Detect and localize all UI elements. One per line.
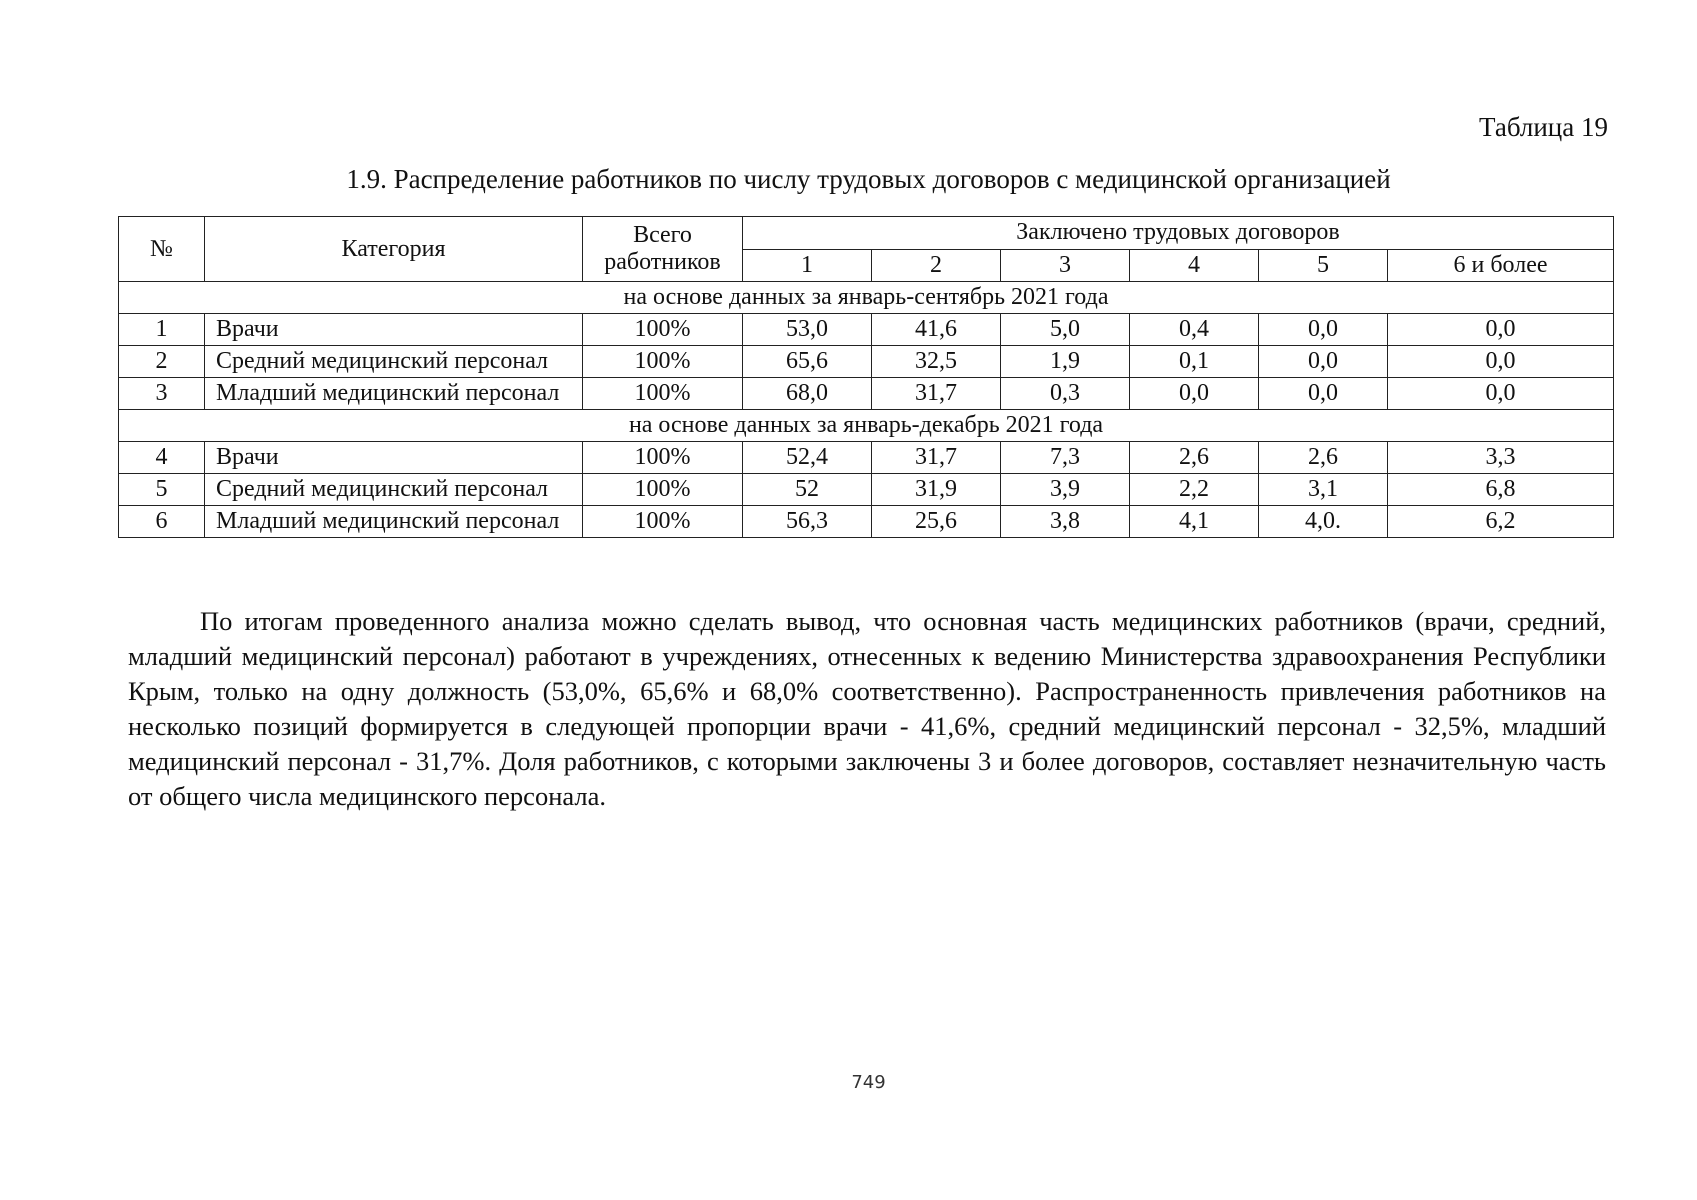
row-c3: 7,3 [1001, 442, 1130, 474]
header-total-line1: Всего [633, 222, 692, 248]
section-row [119, 410, 1614, 442]
row-c2: 32,5 [872, 346, 1001, 378]
row-total: 100% [583, 378, 743, 410]
header-contract-col: 5 [1259, 249, 1388, 282]
header-contracts-group: Заключено трудовых договоров [743, 217, 1614, 250]
row-c5: 4,0. [1259, 506, 1388, 538]
row-c3: 5,0 [1001, 314, 1130, 346]
row-total: 100% [583, 346, 743, 378]
row-num: 3 [119, 378, 205, 410]
row-c6: 0,0 [1388, 378, 1614, 410]
table-row [119, 346, 1614, 378]
row-c1: 65,6 [743, 346, 872, 378]
row-c3: 1,9 [1001, 346, 1130, 378]
row-category: Младший медицинский персонал [205, 506, 583, 538]
table-row [119, 378, 1614, 410]
row-total: 100% [583, 314, 743, 346]
row-c1: 52,4 [743, 442, 872, 474]
row-c2: 31,7 [872, 442, 1001, 474]
row-c4: 0,1 [1130, 346, 1259, 378]
row-c2: 25,6 [872, 506, 1001, 538]
row-total: 100% [583, 442, 743, 474]
row-c3: 0,3 [1001, 378, 1130, 410]
row-c5: 0,0 [1259, 346, 1388, 378]
table-row [119, 506, 1614, 538]
row-c2: 31,9 [872, 474, 1001, 506]
row-c3: 3,8 [1001, 506, 1130, 538]
row-c3: 3,9 [1001, 474, 1130, 506]
row-c2: 41,6 [872, 314, 1001, 346]
header-row [119, 217, 1614, 250]
row-c6: 6,8 [1388, 474, 1614, 506]
table-row [119, 442, 1614, 474]
row-num: 5 [119, 474, 205, 506]
header-total-line2: работников [604, 249, 721, 275]
row-num: 6 [119, 506, 205, 538]
header-total [583, 217, 743, 282]
table-body [119, 282, 1614, 538]
table-header [119, 217, 1614, 282]
data-table [118, 216, 1614, 538]
row-category: Средний медицинский персонал [205, 346, 583, 378]
row-c1: 53,0 [743, 314, 872, 346]
table-row [119, 474, 1614, 506]
table-label: Таблица 19 [1479, 112, 1608, 142]
row-category: Врачи [205, 314, 583, 346]
row-c5: 0,0 [1259, 378, 1388, 410]
section-row [119, 282, 1614, 314]
header-contract-col: 3 [1001, 249, 1130, 282]
row-c1: 68,0 [743, 378, 872, 410]
row-num: 1 [119, 314, 205, 346]
row-category: Врачи [205, 442, 583, 474]
row-c6: 0,0 [1388, 346, 1614, 378]
section-title: на основе данных за январь-декабрь 2021 года [119, 410, 1614, 442]
row-c6: 6,2 [1388, 506, 1614, 538]
header-category: Категория [205, 217, 583, 282]
row-c4: 0,0 [1130, 378, 1259, 410]
header-contract-col: 1 [743, 249, 872, 282]
page-number: 749 [851, 1072, 886, 1093]
row-c6: 3,3 [1388, 442, 1614, 474]
table-title: 1.9. Распределение работников по числу трудовых договоров с медицинской организацией [346, 164, 1391, 194]
row-c4: 4,1 [1130, 506, 1259, 538]
header-num: № [119, 217, 205, 282]
row-c4: 0,4 [1130, 314, 1259, 346]
conclusion-paragraph: По итогам проведенного анализа можно сделать вывод, что основная часть медицинских работников (врачи, средний, младший медицинский персонал) работают в учреждениях, отнесенных к ведению Министерства здравоохранения Республики Крым, только на одну должность (53,0%, 65,6% и 68,0% соответственно). Распространенность привлечения работников на несколько позиций формируется в следующей пропорции врачи - 41,6%, средний медицинский персонал - 32,5%, младший медицинский персонал - 31,7%. Доля работников, с которыми заключены 3 и более договоров, составляет незначительную часть от общего числа медицинского персонала. [128, 605, 1606, 811]
row-category: Младший медицинский персонал [205, 378, 583, 410]
row-num: 2 [119, 346, 205, 378]
table-row [119, 314, 1614, 346]
row-c4: 2,6 [1130, 442, 1259, 474]
row-c5: 3,1 [1259, 474, 1388, 506]
row-c5: 2,6 [1259, 442, 1388, 474]
row-c5: 0,0 [1259, 314, 1388, 346]
row-c6: 0,0 [1388, 314, 1614, 346]
row-num: 4 [119, 442, 205, 474]
section-title: на основе данных за январь-сентябрь 2021 года [119, 282, 1614, 314]
row-c2: 31,7 [872, 378, 1001, 410]
row-c4: 2,2 [1130, 474, 1259, 506]
header-contract-col: 2 [872, 249, 1001, 282]
row-c1: 52 [743, 474, 872, 506]
row-total: 100% [583, 474, 743, 506]
header-contract-col: 6 и более [1388, 249, 1614, 282]
row-c1: 56,3 [743, 506, 872, 538]
row-total: 100% [583, 506, 743, 538]
header-contract-col: 4 [1130, 249, 1259, 282]
row-category: Средний медицинский персонал [205, 474, 583, 506]
